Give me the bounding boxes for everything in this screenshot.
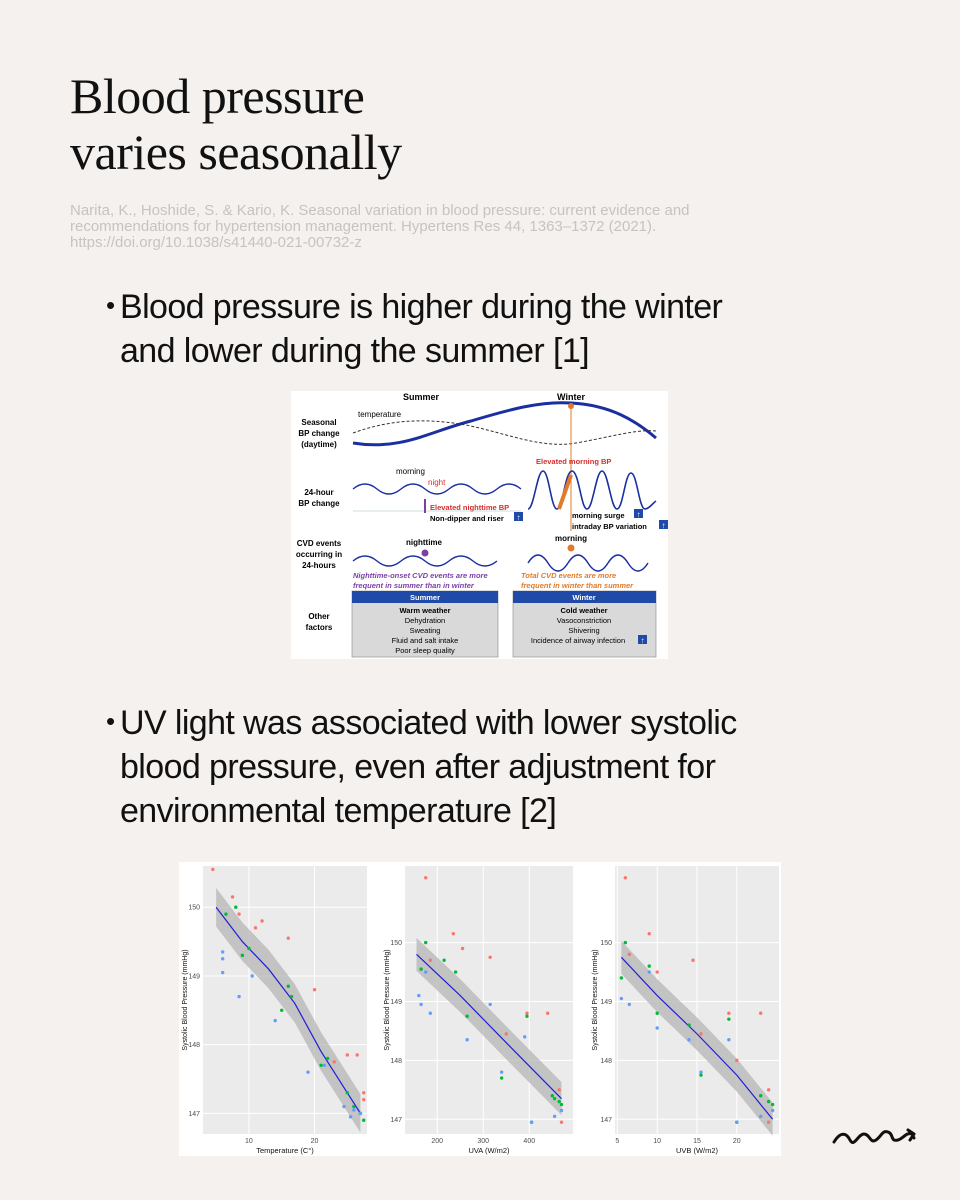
bullet-line: UV light was associated with lower systolic bbox=[120, 704, 737, 742]
data-point-blue bbox=[687, 1038, 690, 1041]
data-point-green bbox=[620, 976, 623, 979]
squiggle-decoration bbox=[830, 1122, 920, 1152]
data-point-green bbox=[767, 1100, 770, 1103]
y-tick-label: 147 bbox=[390, 1116, 402, 1124]
winter-note-1: Total CVD events are more bbox=[521, 571, 617, 580]
data-point-blue bbox=[273, 1019, 276, 1022]
row2-label-a: 24-hour bbox=[304, 488, 334, 497]
data-point-red bbox=[560, 1121, 563, 1124]
data-point-blue bbox=[553, 1115, 556, 1118]
x-axis-label: Temperature (C°) bbox=[256, 1146, 314, 1155]
data-point-red bbox=[767, 1121, 770, 1124]
morning-surge-label: morning surge bbox=[572, 511, 625, 520]
data-point-red bbox=[759, 1012, 762, 1015]
row4-label-a: Other bbox=[308, 612, 330, 621]
x-axis-label: UVA (W/m2) bbox=[468, 1146, 510, 1155]
data-point-blue bbox=[759, 1115, 762, 1118]
data-point-green bbox=[241, 954, 244, 957]
data-point-blue bbox=[648, 970, 651, 973]
row1-label-b: BP change bbox=[298, 429, 340, 438]
summer-factor: Dehydration bbox=[404, 616, 446, 625]
y-tick-label: 149 bbox=[600, 998, 612, 1006]
data-point-green bbox=[727, 1017, 730, 1020]
intraday-label: intraday BP variation bbox=[572, 522, 647, 531]
x-tick-label: 20 bbox=[310, 1138, 319, 1145]
morning-label: morning bbox=[396, 467, 425, 476]
row2-label-b: BP change bbox=[298, 499, 340, 508]
nighttime-marker bbox=[422, 550, 429, 557]
summer-cvd-wave bbox=[353, 556, 497, 566]
data-point-green bbox=[454, 970, 457, 973]
x-tick-label: 10 bbox=[653, 1138, 662, 1145]
up-arrow-icon: ↑ bbox=[636, 510, 641, 519]
y-tick-label: 150 bbox=[188, 904, 200, 912]
data-point-green bbox=[648, 964, 651, 967]
nighttime-label: nighttime bbox=[406, 538, 442, 547]
x-axis-label: UVB (W/m2) bbox=[675, 1146, 719, 1155]
summer-note-1: Nighttime-onset CVD events are more bbox=[353, 571, 488, 580]
data-point-green bbox=[525, 1014, 528, 1017]
x-tick-label: 300 bbox=[477, 1138, 490, 1145]
data-point-blue bbox=[699, 1070, 702, 1073]
bullet-line: Blood pressure is higher during the winter bbox=[120, 288, 723, 326]
data-point-red bbox=[488, 956, 491, 959]
data-point-blue bbox=[655, 1026, 658, 1029]
col-winter-label: Winter bbox=[557, 392, 585, 402]
data-point-green bbox=[234, 906, 237, 909]
data-point-blue bbox=[342, 1105, 345, 1108]
winter-factor: Cold weather bbox=[560, 606, 608, 615]
data-point-green bbox=[551, 1094, 554, 1097]
data-point-red bbox=[313, 988, 316, 991]
data-point-red bbox=[429, 959, 432, 962]
morning-cvd-label: morning bbox=[555, 534, 587, 543]
x-tick-label: 400 bbox=[523, 1138, 536, 1145]
data-point-red bbox=[211, 868, 214, 871]
y-tick-label: 147 bbox=[188, 1110, 200, 1118]
bullet-dot: • bbox=[106, 290, 115, 320]
data-point-red bbox=[546, 1012, 549, 1015]
winter-factor: Incidence of airway infection bbox=[530, 636, 626, 645]
data-point-green bbox=[699, 1073, 702, 1076]
data-point-blue bbox=[349, 1115, 352, 1118]
data-point-blue bbox=[306, 1070, 309, 1073]
data-point-red bbox=[699, 1032, 702, 1035]
data-point-red bbox=[628, 953, 631, 956]
y-axis-label: Systolic Blood Pressure (mmHg) bbox=[384, 949, 391, 1051]
up-arrow-icon: ↑ bbox=[640, 636, 645, 645]
data-point-blue bbox=[424, 970, 427, 973]
data-point-red bbox=[735, 1059, 738, 1062]
data-point-red bbox=[237, 912, 240, 915]
data-point-blue bbox=[488, 1003, 491, 1006]
data-point-red bbox=[655, 970, 658, 973]
data-point-green bbox=[500, 1076, 503, 1079]
summer-factor: Poor sleep quality bbox=[395, 646, 455, 655]
y-tick-label: 150 bbox=[600, 940, 612, 948]
summer-factor: Sweating bbox=[409, 626, 441, 635]
y-axis-label: Systolic Blood Pressure (mmHg) bbox=[592, 949, 599, 1051]
data-point-green bbox=[247, 947, 250, 950]
morning-marker bbox=[568, 545, 575, 552]
y-tick-label: 148 bbox=[188, 1042, 200, 1050]
x-tick-label: 20 bbox=[732, 1138, 741, 1145]
winter-note-2: frequent in winter than summer bbox=[521, 581, 634, 590]
summer-factor: Fluid and salt intake bbox=[391, 636, 459, 645]
winter-cvd-wave bbox=[528, 555, 648, 571]
citation-line-1: Narita, K., Hoshide, S. & Kario, K. Seasonal variation in blood pressure: current evidence and bbox=[70, 202, 690, 219]
x-tick-label: 5 bbox=[615, 1138, 620, 1145]
bullet-line: blood pressure, even after adjustment for bbox=[120, 748, 716, 786]
page-title bbox=[70, 68, 402, 180]
data-point-red bbox=[254, 926, 257, 929]
data-point-green bbox=[465, 1014, 468, 1017]
data-point-red bbox=[362, 1098, 365, 1101]
data-point-red bbox=[727, 1012, 730, 1015]
data-point-blue bbox=[429, 1012, 432, 1015]
data-point-green bbox=[326, 1057, 329, 1060]
bullet-line: environmental temperature [2] bbox=[120, 792, 557, 830]
data-point-green bbox=[553, 1097, 556, 1100]
data-point-blue bbox=[237, 995, 240, 998]
seasonal-bp-diagram bbox=[291, 391, 668, 659]
data-point-red bbox=[624, 876, 627, 879]
data-point-green bbox=[362, 1119, 365, 1122]
elevated-nighttime-label: Elevated nighttime BP bbox=[430, 503, 510, 512]
data-point-green bbox=[424, 941, 427, 944]
elevated-morning-label: Elevated morning BP bbox=[536, 457, 612, 466]
citation bbox=[70, 203, 830, 251]
row3-label-b: occurring in bbox=[295, 550, 343, 559]
title-line-2: varies seasonally bbox=[70, 124, 402, 180]
y-tick-label: 149 bbox=[188, 973, 200, 981]
title-line-1: Blood pressure bbox=[70, 68, 365, 124]
data-point-red bbox=[333, 1060, 336, 1063]
data-point-red bbox=[362, 1091, 365, 1094]
uv-scatter-figure bbox=[179, 862, 781, 1156]
data-point-red bbox=[260, 919, 263, 922]
citation-line-2: recommendations for hypertension management. Hypertens Res 44, 1363–1372 (2021). bbox=[70, 218, 657, 235]
night-label: night bbox=[428, 478, 446, 487]
data-point-blue bbox=[620, 997, 623, 1000]
data-point-blue bbox=[530, 1121, 533, 1124]
data-point-green bbox=[771, 1103, 774, 1106]
y-tick-label: 149 bbox=[390, 998, 402, 1006]
data-point-blue bbox=[221, 950, 224, 953]
data-point-red bbox=[424, 876, 427, 879]
data-point-green bbox=[290, 995, 293, 998]
data-point-red bbox=[231, 895, 234, 898]
data-point-green bbox=[624, 941, 627, 944]
winter-box-title: Winter bbox=[572, 593, 596, 602]
x-tick-label: 10 bbox=[245, 1138, 253, 1145]
data-point-green bbox=[224, 912, 227, 915]
summer-box-title: Summer bbox=[409, 593, 441, 602]
data-point-blue bbox=[323, 1064, 326, 1067]
data-point-green bbox=[319, 1064, 322, 1067]
data-point-green bbox=[557, 1100, 560, 1103]
data-point-green bbox=[687, 1023, 690, 1026]
data-point-blue bbox=[735, 1121, 738, 1124]
data-point-green bbox=[287, 985, 290, 988]
summer-factor: Warm weather bbox=[399, 606, 451, 615]
data-point-green bbox=[280, 1009, 283, 1012]
y-tick-label: 147 bbox=[600, 1116, 612, 1124]
summer-note-2: frequent in summer than in winter bbox=[353, 581, 474, 590]
up-arrow-icon: ↑ bbox=[661, 521, 666, 530]
data-point-blue bbox=[359, 1112, 362, 1115]
data-point-red bbox=[346, 1053, 349, 1056]
temperature-curve bbox=[353, 421, 656, 444]
y-tick-label: 148 bbox=[390, 1057, 402, 1065]
data-point-blue bbox=[419, 1003, 422, 1006]
data-point-green bbox=[442, 959, 445, 962]
data-point-blue bbox=[560, 1109, 563, 1112]
data-point-red bbox=[525, 1012, 528, 1015]
y-tick-label: 148 bbox=[600, 1057, 612, 1065]
col-summer-label: Summer bbox=[402, 392, 440, 402]
data-point-blue bbox=[221, 971, 224, 974]
x-tick-label: 15 bbox=[693, 1138, 701, 1145]
x-tick-label: 200 bbox=[431, 1138, 444, 1145]
row4-label-b: factors bbox=[305, 623, 333, 632]
data-point-blue bbox=[221, 957, 224, 960]
data-point-red bbox=[287, 936, 290, 939]
data-point-blue bbox=[771, 1109, 774, 1112]
data-point-red bbox=[691, 959, 694, 962]
data-point-blue bbox=[628, 1003, 631, 1006]
data-point-red bbox=[355, 1053, 358, 1056]
data-point-blue bbox=[417, 994, 420, 997]
data-point-blue bbox=[251, 974, 254, 977]
data-point-green bbox=[759, 1094, 762, 1097]
data-point-blue bbox=[465, 1038, 468, 1041]
row1-label-c: (daytime) bbox=[301, 440, 337, 449]
data-point-red bbox=[461, 947, 464, 950]
data-point-blue bbox=[523, 1035, 526, 1038]
data-point-red bbox=[452, 932, 455, 935]
citation-line-3: https://doi.org/10.1038/s41440-021-00732-z bbox=[70, 234, 362, 251]
data-point-green bbox=[655, 1012, 658, 1015]
data-point-red bbox=[648, 932, 651, 935]
data-point-red bbox=[505, 1032, 508, 1035]
y-axis-label: Systolic Blood Pressure (mmHg) bbox=[182, 949, 189, 1051]
row3-label-a: CVD events bbox=[296, 539, 342, 548]
temperature-label: temperature bbox=[358, 410, 402, 419]
bullet-uv-light bbox=[106, 701, 840, 833]
data-point-green bbox=[352, 1105, 355, 1108]
morning-surge-bar bbox=[559, 475, 571, 509]
bullet-line: and lower during the summer [1] bbox=[120, 332, 589, 370]
data-point-blue bbox=[727, 1038, 730, 1041]
data-point-green bbox=[346, 1091, 349, 1094]
data-point-red bbox=[767, 1088, 770, 1091]
up-arrow-icon: ↑ bbox=[516, 513, 521, 522]
data-point-blue bbox=[352, 1108, 355, 1111]
y-tick-label: 150 bbox=[390, 940, 402, 948]
row1-label-a: Seasonal bbox=[301, 418, 337, 427]
winter-factor: Vasoconstriction bbox=[556, 616, 612, 625]
data-point-green bbox=[419, 967, 422, 970]
row3-label-c: 24-hours bbox=[302, 561, 336, 570]
bullet-seasonal bbox=[106, 285, 840, 373]
winter-factor: Shivering bbox=[568, 626, 600, 635]
data-point-blue bbox=[500, 1070, 503, 1073]
data-point-green bbox=[560, 1103, 563, 1106]
winter-24h-wave bbox=[528, 471, 656, 509]
bullet-dot: • bbox=[106, 706, 115, 736]
non-dipper-label: Non-dipper and riser bbox=[430, 514, 504, 523]
data-point-red bbox=[557, 1088, 560, 1091]
